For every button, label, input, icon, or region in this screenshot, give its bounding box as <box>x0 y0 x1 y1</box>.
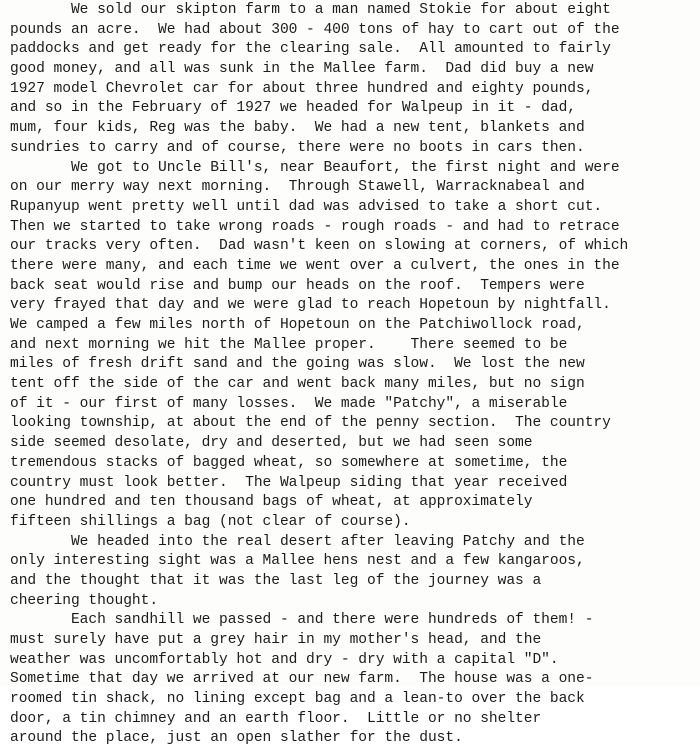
text-line: and next morning we hit the Mallee proper. There seemed to be <box>10 336 568 353</box>
text-line: country must look better. The Walpeup siding that year received <box>10 474 568 491</box>
text-line: must surely have put a grey hair in my mother's head, and the <box>10 632 542 648</box>
text-line: paddocks and get ready for the clearing sale. All amounted to fairly <box>10 41 611 58</box>
text-line: tent off the side of the car and went back many miles, but no sign <box>10 376 585 393</box>
text-line: looking township, at about the end of the penny section. The country <box>10 415 611 432</box>
text-line: there were many, and each time we went over a culvert, the ones in the <box>10 257 620 274</box>
text-line: fifteen shillings a bag (not clear of course). <box>10 513 411 530</box>
text-line: We headed into the real desert after leaving Patchy and the <box>10 533 585 550</box>
text-line: and the thought that it was the last leg of the journey was a <box>10 572 542 589</box>
text-line: back seat would rise and bump our heads on the roof. Tempers were <box>10 277 585 294</box>
text-line: mum, four kids, Reg was the baby. We had a new tent, blankets and <box>10 120 585 137</box>
text-line: 1927 model Chevrolet car for about three hundred and eighty pounds, <box>10 80 594 97</box>
text-line: very frayed that day and we were glad to reach Hopetoun by nightfall. <box>10 297 611 314</box>
text-line: on our merry way next morning. Through Stawell, Warracknabeal and <box>10 179 585 196</box>
text-line: sundries to carry and of course, there were no boots in cars then. <box>10 139 585 156</box>
text-line: Sometime that day we arrived at our new farm. The house was a one- <box>10 671 594 688</box>
text-line: cheering thought. <box>10 592 159 609</box>
text-line: one hundred and ten thousand bags of wheat, at approximately <box>10 494 533 511</box>
text-line: We sold our skipton farm to a man named Stokie for about eight <box>10 2 611 18</box>
text-line: roomed tin shack, no lining except bag and a lean-to over the back <box>10 691 585 708</box>
text-line: only interesting sight was a Mallee hens nest and a few kangaroos, <box>10 553 585 570</box>
text-line: We camped a few miles north of Hopetoun on the Patchiwollock road, <box>10 317 585 333</box>
body-text <box>10 1 690 749</box>
text-line: tremendous stacks of bagged wheat, so somewhere at sometime, the <box>10 454 568 471</box>
text-line: door, a tin chimney and an earth floor. Little or no shelter <box>10 710 542 727</box>
text-line: We got to Uncle Bill's, near Beaufort, the first night and were <box>10 159 620 176</box>
text-line: good money, and all was sunk in the Mallee farm. Dad did buy a new <box>10 61 594 78</box>
text-line: side seemed desolate, dry and deserted, but we had seen some <box>10 435 533 452</box>
text-line: around the place, just an open slather for the dust. <box>10 730 463 747</box>
text-line: our tracks very often. Dad wasn't keen on slowing at corners, of which <box>10 238 629 255</box>
text-line: Then we started to take wrong roads - rough roads - and had to retrace <box>10 218 620 235</box>
text-line: miles of fresh drift sand and the going was slow. We lost the new <box>10 356 585 373</box>
text-line: weather was uncomfortably hot and dry - dry with a capital "D". <box>10 651 559 668</box>
text-line: and so in the February of 1927 we headed for Walpeup in it - dad, <box>10 100 576 117</box>
text-line: pounds an acre. We had about 300 - 400 tons of hay to cart out of the <box>10 21 620 38</box>
text-line: Rupanyup went pretty well until dad was advised to take a short cut. <box>10 198 603 215</box>
text-line: Each sandhill we passed - and there were hundreds of them! - <box>10 612 594 629</box>
text-line: of it - our first of many losses. We made "Patchy", a miserable <box>10 395 568 412</box>
